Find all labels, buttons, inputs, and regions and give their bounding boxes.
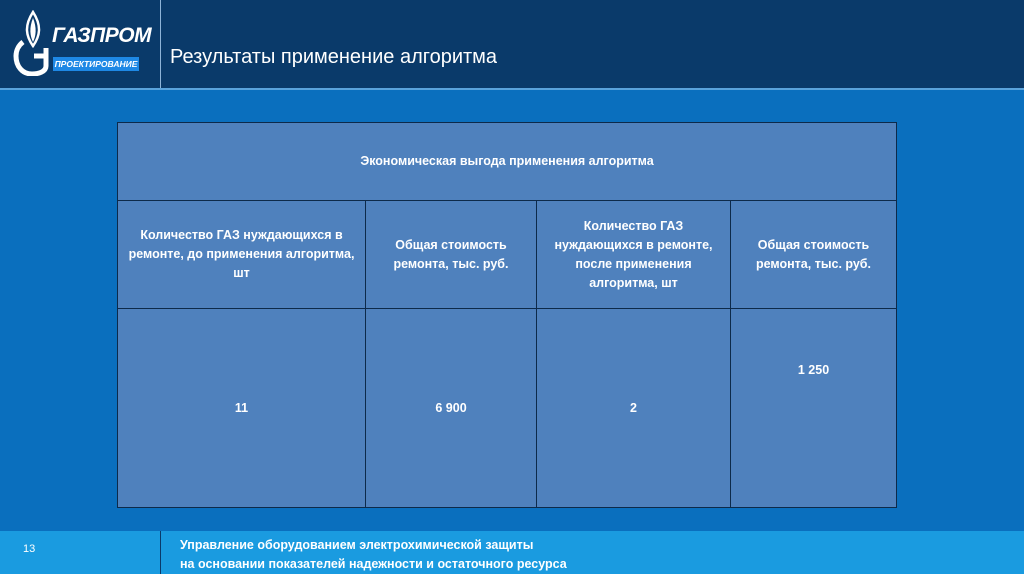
logo-subtitle: ПРОЕКТИРОВАНИЕ <box>54 59 138 69</box>
footer-caption <box>180 536 567 574</box>
logo-wordmark: ГАЗПРОМ <box>52 24 152 47</box>
footer-bar <box>0 531 1024 574</box>
logo <box>0 0 161 88</box>
table-header-row <box>118 201 897 309</box>
page-title: Результаты применение алгоритма <box>170 46 498 68</box>
footer-line-1: Управление оборудованием электрохимической защиты <box>180 538 534 552</box>
column-header: Общая стоимость ремонта, тыс. руб. <box>731 201 897 309</box>
table-cell: 6 900 <box>366 309 537 508</box>
header-bar <box>0 0 1024 88</box>
footer-line-2: на основании показателей надежности и остаточного ресурса <box>180 557 567 571</box>
table-row <box>118 309 897 508</box>
footer-page-box <box>0 531 161 574</box>
gazprom-flame-icon <box>12 10 54 76</box>
table-title-row <box>118 123 897 201</box>
results-table <box>117 122 897 508</box>
header-divider <box>0 88 1024 90</box>
column-header: Количество ГАЗ нуждающихся в ремонте, после применения алгоритма, шт <box>537 201 731 309</box>
table-title: Экономическая выгода применения алгоритма <box>118 123 897 201</box>
table-cell: 2 <box>537 309 731 508</box>
column-header: Общая стоимость ремонта, тыс. руб. <box>366 201 537 309</box>
column-header: Количество ГАЗ нуждающихся в ремонте, до применения алгоритма, шт <box>118 201 366 309</box>
page-number: 13 <box>23 543 36 555</box>
table-cell: 11 <box>118 309 366 508</box>
table-cell: 1 250 <box>731 309 897 508</box>
